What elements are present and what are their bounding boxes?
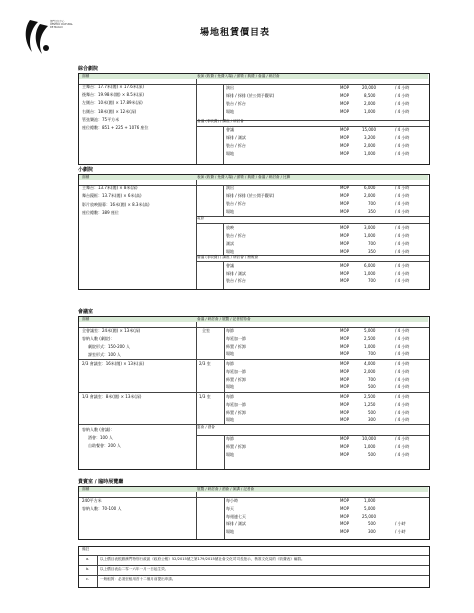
text-sections-s2-g1-rows-2-cur: MOP — [340, 201, 350, 206]
text-sections-s3-b1-3-amt: 700 — [368, 351, 376, 356]
text-sections-s3-b1-3-cur: MOP — [340, 351, 350, 356]
text-sections-s1-g2-rows-3-label: 場地 — [226, 151, 234, 156]
text-sections-s3-b2-3-unit: / 4 小時 — [395, 384, 410, 389]
text-sections-s3-hdr4: 宴會 / 酒會 — [197, 425, 215, 429]
text-sections-s3-hdr: 會議 / 研討會 / 展覽 / 記者招待會 — [197, 317, 251, 321]
text-sections-s3-area_hdr: 面積 — [82, 317, 90, 321]
table-rule — [196, 492, 197, 539]
text-sections-s3-a1-2: 劇院形式：150-200 人 — [88, 344, 130, 349]
text-sections-s3-b4-1-cur: MOP — [340, 444, 350, 449]
text-sections-s3-a3-0: 1/3 會議室：8米(闊) × 13米(深) — [82, 394, 142, 399]
text-sections-s2-g1-rows-2-amt: 700 — [368, 201, 376, 206]
text-sections-s3-b1-1-unit: / 4 小時 — [395, 336, 410, 341]
text-notes-items-0-mark: a. — [86, 557, 90, 561]
section-title-small-auditorium: 小劇院 — [78, 167, 94, 173]
text-sections-s2-g2-rows-3-label: 場地 — [226, 249, 234, 254]
text-sections-s1-g1-rows-1-amt: 8,500 — [364, 93, 376, 98]
text-sections-s1-areas-2: 左側台：10米(闊) × 17.89米(深) — [82, 100, 143, 105]
text-sections-s4-rows-3-unit: / 小時 — [395, 521, 406, 526]
text-sections-s1-g1-rows-0-label: 演出 — [226, 85, 234, 90]
text-sections-s3-b3-0-amt: 2,500 — [364, 394, 376, 399]
text-sections-s1-g1-rows-0-cur: MOP — [340, 85, 350, 90]
text-sections-s3-b2-2-cur: MOP — [340, 377, 350, 382]
table-rule — [223, 261, 224, 289]
text-sections-s2-g1-rows-3-label: 場地 — [226, 209, 234, 214]
section-meeting-room — [78, 316, 430, 470]
text-sections-s3-b1-0-label: 每節 — [226, 328, 234, 333]
text-sections-s1-g1-rows-3-label: 場地 — [226, 109, 234, 114]
text-sections-s3-b3-0-unit: / 4 小時 — [395, 394, 410, 399]
text-sections-s2-g2-rows-3-unit: / 4 小時 — [395, 249, 410, 254]
table-rule — [196, 223, 429, 224]
text-sections-s1-g2-rows-2-amt: 2,000 — [364, 143, 376, 148]
text-sections-s1-areas-0: 主舞台：17.7米(闊) × 17.6米(深) — [82, 84, 144, 89]
text-sections-s2-g3-rows-2-cur: MOP — [340, 278, 350, 283]
text-sections-s2-g1-rows-0-unit: / 4 小時 — [395, 185, 410, 190]
text-sections-s2-areas-2: 影片放映銀幕：16米(闊) × 8.3米(高) — [82, 202, 150, 207]
text-sections-s2-g2-rows-2-cur: MOP — [340, 241, 350, 246]
text-sections-s4-rows-3-label: 綵排 / 測試 — [226, 521, 246, 526]
text-sections-s4-rows-4-amt: 300 — [368, 529, 376, 534]
text-sections-s3-b2-0-cur: MOP — [340, 361, 350, 366]
text-sections-s4-rows-0-label: 每小時 — [226, 498, 238, 503]
text-sections-s2-g3-rows-2-unit: / 4 小時 — [395, 278, 410, 283]
text-sections-s3-a4-2: 自助餐會：200 人 — [88, 443, 121, 448]
text-sections-s3-b3-1-amt: 1,250 — [364, 402, 376, 407]
text-sections-s3-b3-2-unit: / 4 小時 — [395, 410, 410, 415]
text-sections-s1-g1-rows-2-label: 裝台 / 拆台 — [226, 101, 246, 106]
text-sections-s4-rows-0-cur: MOP — [340, 498, 350, 503]
text-sections-s2-g3-rows-0-amt: 6,000 — [364, 263, 376, 268]
text-sections-s3-b2-1-unit: / 4 小時 — [395, 369, 410, 374]
text-sections-s1-g2-rows-2-label: 裝台 / 拆台 — [226, 143, 246, 148]
text-sections-s3-b3-2-amt: 500 — [368, 410, 376, 415]
text-sections-s2-g2-rows-2-unit: / 4 小時 — [395, 241, 410, 246]
text-sections-s1-g1-rows-0-unit: / 4 小時 — [395, 85, 410, 90]
text-sections-s3-b4-2-amt: 500 — [368, 452, 376, 457]
text-sections-s2-g3-rows-0-label: 會議 — [226, 263, 234, 268]
text-sections-s2-g1-rows-3-cur: MOP — [340, 209, 350, 214]
text-sections-s4-areas-0: 240平方米 — [82, 498, 102, 503]
text-sections-s1-areas-3: 右側台：18米(闊) × 12米(深) — [82, 109, 137, 114]
text-sections-s2-areas-3: 座位總數：389 座位 — [82, 210, 119, 215]
table-rule — [224, 435, 225, 469]
text-sections-s3-a4-1: 酒會：100 人 — [88, 435, 113, 440]
table-rule — [79, 555, 429, 556]
text-sections-s2-g1-rows-3-unit: / 4 小時 — [395, 209, 410, 214]
text-sections-s2-g2-rows-2-label: 測試 — [226, 241, 234, 246]
table-rule — [223, 185, 224, 216]
text-sections-s1-g2-rows-3-unit: / 4 小時 — [395, 151, 410, 156]
text-sections-s2-g2-rows-0-label: 放映 — [226, 225, 234, 230]
text-sections-s2-g2-rows-1-label: 裝台 / 拆台 — [226, 233, 246, 238]
table-rule — [196, 180, 197, 289]
text-sections-s2-g1-rows-1-amt: 2,000 — [364, 193, 376, 198]
text-sections-s1-g1-rows-2-cur: MOP — [340, 101, 350, 106]
text-sections-s3-b4-2-cur: MOP — [340, 452, 350, 457]
text-sections-s3-b2-3-label: 場地 — [226, 384, 234, 389]
table-rule — [223, 126, 224, 164]
text-sections-s4-rows-0-amt: 1,000 — [364, 498, 376, 503]
table-rule — [79, 424, 429, 425]
table-rule — [79, 359, 429, 360]
text-sections-s1-g1-rows-1-unit: / 4 小時 — [395, 93, 410, 98]
text-sections-s3-b4-1-amt: 1,000 — [364, 444, 376, 449]
text-sections-s3-b3-3-amt: 300 — [368, 417, 376, 422]
text-sections-s2-g1-rows-0-amt: 6,000 — [364, 185, 376, 190]
text-sections-s2-g2-hdr: 電影 — [197, 216, 205, 220]
text-sections-s2-g3-rows-2-label: 裝台 / 拆台 — [226, 278, 246, 283]
text-sections-s2-g2-rows-0-unit: / 4 小時 — [395, 225, 410, 230]
text-sections-s3-b2-3-amt: 500 — [368, 384, 376, 389]
text-sections-s3-b3-1-label: 每延加一節 — [226, 402, 246, 407]
text-sections-s1-g2-rows-2-unit: / 4 小時 — [395, 143, 410, 148]
text-sections-s2-g1-rows-1-label: 綵排 / 採排 (於公開予觀眾) — [226, 193, 275, 198]
text-sections-s3-a1-0: 全會議室：24米(闊) × 13米(深) — [82, 328, 141, 333]
text-header-logo_text-0: 澳門文化中心 — [50, 20, 65, 23]
text-sections-s4-rows-2-cur: MOP — [340, 514, 350, 519]
text-sections-s3-b1-0-amt: 5,000 — [364, 328, 376, 333]
text-sections-s2-g1-rows-1-unit: / 4 小時 — [395, 193, 410, 198]
text-sections-s1-g1-rows-1-label: 綵排 / 採排 (於公開予觀眾) — [226, 93, 275, 98]
table-rule — [196, 322, 197, 469]
text-header-logo_text-2: DE MACAU — [50, 26, 63, 29]
text-sections-s2-g1-rows-1-cur: MOP — [340, 193, 350, 198]
table-rule — [79, 575, 429, 576]
table-rule — [224, 327, 225, 424]
text-sections-s3-b1-0-cur: MOP — [340, 328, 350, 333]
text-sections-s2-area_hdr: 面積 — [82, 175, 90, 179]
text-sections-s1-g2-rows-3-cur: MOP — [340, 151, 350, 156]
text-sections-s3-b2-0-unit: / 4 小時 — [395, 361, 410, 366]
text-sections-s1-areas-4: 管弦樂池：75平方米 — [82, 117, 120, 122]
text-sections-s3-b1-3-label: 場地 — [226, 351, 234, 356]
area-header: 面積 — [82, 74, 90, 78]
text-sections-s1-g2-rows-0-unit: / 4 小時 — [395, 127, 410, 132]
text-sections-s4-areas-1: 容納人數：70-100 人 — [82, 506, 122, 511]
text-sections-s2-g3-rows-0-unit: / 4 小時 — [395, 263, 410, 268]
section-small-auditorium — [78, 174, 430, 290]
table-rule — [196, 216, 429, 217]
text-sections-s4-hdr: 展覽 / 研討會 / 酒會 / 演講 / 記者會 — [197, 487, 255, 491]
text-sections-s1-g1-rows-2-unit: / 4 小時 — [395, 101, 410, 106]
text-sections-s2-g1-rows-0-cur: MOP — [340, 185, 350, 190]
section-title-meeting-room: 會議室 — [78, 309, 94, 315]
text-sections-s2-g2-rows-1-unit: / 4 小時 — [395, 233, 410, 238]
text-sections-s4-rows-3-amt: 500 — [368, 521, 376, 526]
text-sections-s2-g2-rows-0-cur: MOP — [340, 225, 350, 230]
text-sections-s3-b3-2-label: 佈置 / 拆卸 — [226, 410, 246, 415]
text-sections-s2-g3-rows-2-amt: 700 — [368, 278, 376, 283]
text-sections-s1-g1-hdr: 表演 (收費 / 免費入場) / 頒獎 / 典禮 / 會議 / 研討會 — [197, 74, 280, 78]
text-sections-s3-b1-0-unit: / 4 小時 — [395, 328, 410, 333]
text-sections-s1-g2-hdr: 會議 (非收費) / 講座 / 研討會 — [197, 119, 244, 123]
section-title-vip-room: 貴賓室 / 臨時展覽廳 — [78, 479, 124, 485]
table-rule — [223, 84, 224, 120]
text-sections-s3-b3-3-unit: / 4 小時 — [395, 417, 410, 422]
text-sections-s2-areas-1: 舞台鏡框：13.7米(闊) × 6米(高) — [82, 193, 142, 198]
text-notes-items-1-mark: b. — [86, 567, 90, 571]
text-sections-s3-b3-0-cur: MOP — [340, 394, 350, 399]
text-sections-s2-g3-hdr: 會議 (非收費) / 講座 / 研討會 / 簡報會 — [197, 255, 259, 259]
note-c: 一般租賃：必須至租用首十二個月前提出申請。 — [100, 577, 176, 581]
text-sections-s3-b1-2-label: 佈置 / 拆卸 — [226, 344, 246, 349]
text-sections-s4-rows-4-unit: / 小時 — [395, 529, 406, 534]
text-sections-s3-b2-0-label: 每節 — [226, 361, 234, 366]
logo-text — [50, 20, 73, 29]
text-sections-s3-b1-3-unit: / 4 小時 — [395, 351, 410, 356]
table-rule — [97, 555, 98, 587]
table-rule — [223, 223, 224, 255]
text-sections-s4-rows-4-label: 場地 — [226, 529, 234, 534]
text-sections-s1-g2-rows-0-label: 會議 — [226, 127, 234, 132]
text-sections-s2-g3-rows-1-label: 綵排 / 測試 — [226, 271, 246, 276]
text-sections-s1-g1-rows-3-cur: MOP — [340, 109, 350, 114]
text-sections-s3-b3-2-cur: MOP — [340, 410, 350, 415]
text-sections-s3-b1-2-unit: / 4 小時 — [395, 344, 410, 349]
text-sections-s1-g2-rows-1-unit: / 4 小時 — [395, 135, 410, 140]
text-sections-s1-areas-1: 後舞台：19.98米(闊) × 8.5米(深) — [82, 92, 144, 97]
text-sections-s4-rows-3-cur: MOP — [340, 521, 350, 526]
text-sections-s3-b3-0-label: 每節 — [226, 394, 234, 399]
text-sections-s1-g2-rows-3-amt: 1,000 — [364, 151, 376, 156]
text-sections-s3-sub-0: 全室 — [202, 328, 210, 333]
text-sections-s3-b4-1-unit: / 4 小時 — [395, 444, 410, 449]
text-sections-s1-g2-rows-0-cur: MOP — [340, 127, 350, 132]
text-sections-s3-b2-1-amt: 2,000 — [364, 369, 376, 374]
text-sections-s3-b4-1-label: 佈置 / 拆卸 — [226, 444, 246, 449]
text-sections-s2-g3-rows-1-cur: MOP — [340, 271, 350, 276]
text-sections-s4-rows-2-label: 每週連七天 — [226, 514, 246, 519]
text-sections-s1-areas-5: 座位總數：851 + 225 + 1076 座位 — [82, 125, 149, 130]
text-sections-s2-g3-rows-1-unit: / 4 小時 — [395, 271, 410, 276]
text-sections-s3-b3-1-cur: MOP — [340, 402, 350, 407]
page-title: 場地租賃價目表 — [200, 28, 271, 38]
table-rule — [196, 261, 429, 262]
text-sections-s2-g1-rows-2-label: 裝台 / 拆台 — [226, 201, 246, 206]
text-sections-s3-b3-3-label: 場地 — [226, 417, 234, 422]
text-sections-s4-rows-4-cur: MOP — [340, 529, 350, 534]
section-title-grand-auditorium: 綜合劇院 — [78, 66, 99, 72]
text-sections-s2-g2-rows-0-amt: 3,000 — [364, 225, 376, 230]
text-sections-s2-g2-rows-1-amt: 1,000 — [364, 233, 376, 238]
text-sections-s3-b4-0-unit: / 4 小時 — [395, 436, 410, 441]
text-sections-s3-b2-1-label: 每延加一節 — [226, 369, 246, 374]
text-sections-s4-area_hdr: 面積 — [82, 487, 90, 491]
text-sections-s2-g3-rows-0-cur: MOP — [340, 263, 350, 268]
text-sections-s2-g2-rows-3-cur: MOP — [340, 249, 350, 254]
text-sections-s3-b3-3-cur: MOP — [340, 417, 350, 422]
text-sections-s2-g1-rows-0-label: 演出 — [226, 185, 234, 190]
text-sections-s3-sub-1: 2/3 室 — [199, 361, 211, 366]
text-sections-s3-b1-1-label: 每延加一節 — [226, 336, 246, 341]
text-sections-s2-g2-rows-1-cur: MOP — [340, 233, 350, 238]
text-sections-s3-b1-2-cur: MOP — [340, 344, 350, 349]
text-sections-s3-b4-0-amt: 10,000 — [362, 436, 376, 441]
text-sections-s1-g2-rows-1-amt: 3,200 — [364, 135, 376, 140]
section-vip-room — [78, 486, 430, 540]
text-sections-s1-g2-rows-2-cur: MOP — [340, 143, 350, 148]
text-sections-s3-sub-2: 1/3 室 — [199, 394, 211, 399]
text-sections-s2-g2-rows-2-amt: 700 — [368, 241, 376, 246]
text-sections-s2-g2-rows-3-amt: 350 — [368, 249, 376, 254]
text-sections-s3-b2-0-amt: 4,000 — [364, 361, 376, 366]
note-b: 以上價目表由二零一六年一月一日起生效。 — [100, 567, 169, 571]
text-sections-s3-a1-3: 課室形式：100 人 — [88, 352, 121, 357]
text-sections-s1-g2-rows-1-label: 綵排 / 測試 — [226, 135, 246, 140]
table-rule — [79, 392, 429, 393]
text-sections-s3-b4-0-label: 每節 — [226, 436, 234, 441]
text-sections-s4-rows-1-cur: MOP — [340, 506, 350, 511]
text-sections-s2-g1-hdr: 表演 (收費 / 免費入場) / 頒獎 / 典禮 / 會議 / 研討會 / 比賽 — [197, 175, 291, 179]
text-sections-s3-b4-0-cur: MOP — [340, 436, 350, 441]
text-header-logo_text-1: CENTRO CULTURAL — [50, 23, 73, 26]
text-sections-s3-b2-3-cur: MOP — [340, 384, 350, 389]
text-sections-s3-a1-1: 容納人數 (劇院)： — [82, 336, 115, 341]
text-sections-s1-g1-rows-3-amt: 1,000 — [364, 109, 376, 114]
text-sections-s3-b2-2-amt: 700 — [368, 377, 376, 382]
text-sections-s1-g1-rows-3-unit: / 4 小時 — [395, 109, 410, 114]
text-sections-s1-g1-rows-1-cur: MOP — [340, 93, 350, 98]
table-rule — [79, 497, 429, 498]
text-sections-s1-g2-rows-1-cur: MOP — [340, 135, 350, 140]
text-sections-s2-g3-rows-1-amt: 1,000 — [364, 271, 376, 276]
notes-title: 備註 — [82, 547, 90, 551]
text-sections-s3-b2-2-label: 佈置 / 拆卸 — [226, 377, 246, 382]
text-sections-s3-b4-2-unit: / 4 小時 — [395, 452, 410, 457]
text-sections-s3-b2-1-cur: MOP — [340, 369, 350, 374]
table-rule — [79, 565, 429, 566]
text-sections-s4-rows-2-amt: 25,000 — [362, 514, 376, 519]
text-sections-s1-g2-rows-0-amt: 15,000 — [362, 127, 376, 132]
text-sections-s3-b1-2-amt: 1,000 — [364, 344, 376, 349]
text-notes-items-2-mark: c. — [86, 577, 90, 581]
text-sections-s2-areas-0: 主舞台：13.7米(闊) × 8米(深) — [82, 185, 138, 190]
text-sections-s3-a4-0: 容納人數 (會議)： — [82, 427, 115, 432]
text-sections-s3-b3-1-unit: / 4 小時 — [395, 402, 410, 407]
text-sections-s4-rows-1-label: 每天 — [226, 506, 234, 511]
text-sections-s3-a2-0: 2/3 會議室：16米(闊) × 13米(深) — [82, 361, 145, 366]
table-rule — [224, 497, 225, 539]
text-sections-s4-rows-1-amt: 5,000 — [364, 506, 376, 511]
text-sections-s3-b1-1-amt: 2,500 — [364, 336, 376, 341]
text-sections-s1-g1-rows-0-amt: 20,000 — [362, 85, 376, 90]
text-sections-s3-b1-1-cur: MOP — [340, 336, 350, 341]
text-sections-s1-g1-rows-2-amt: 2,000 — [364, 101, 376, 106]
text-sections-s2-g1-rows-3-amt: 350 — [368, 209, 376, 214]
text-sections-s3-b4-2-label: 場地 — [226, 452, 234, 457]
note-a: 以上價目表根據澳門特別行政區《政府公報》52/2015號之第179/2015號社會文化司司長批示，核准文化局的《收費表》編寫。 — [100, 557, 305, 561]
text-sections-s2-g1-rows-2-unit: / 4 小時 — [395, 201, 410, 206]
text-sections-s3-b2-2-unit: / 4 小時 — [395, 377, 410, 382]
